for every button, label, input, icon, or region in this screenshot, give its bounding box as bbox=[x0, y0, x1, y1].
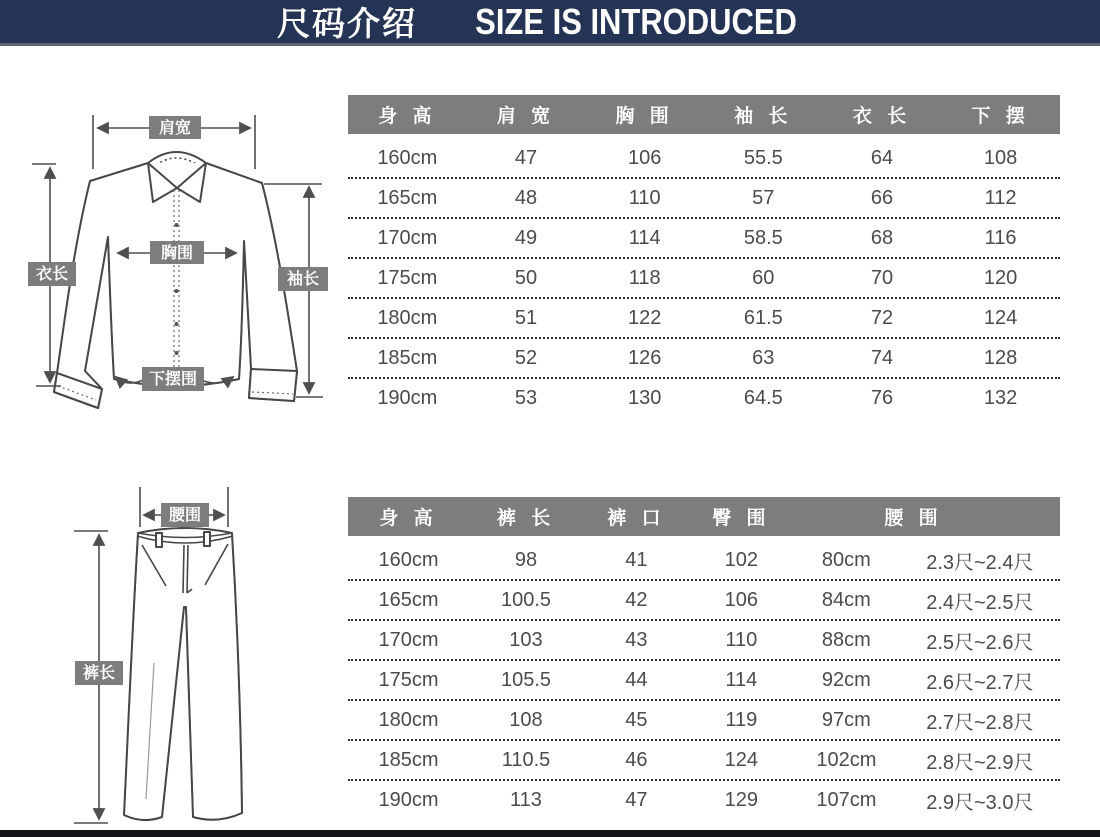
chest-label-text: 胸围 bbox=[160, 245, 194, 262]
bottom-divider-bar bbox=[0, 830, 1100, 837]
title-banner bbox=[0, 0, 1100, 46]
table-cell: 98 bbox=[514, 548, 538, 571]
header-hem: 下 摆 bbox=[971, 106, 1030, 127]
table-cell: 120 bbox=[983, 266, 1018, 289]
table-cell: 108 bbox=[983, 146, 1018, 169]
table-cell: 51 bbox=[514, 306, 538, 329]
header-leg-opening: 裤 口 bbox=[607, 508, 666, 529]
table-cell: 2.5尺~2.6尺 bbox=[926, 631, 1034, 654]
header-pants-length: 裤 长 bbox=[496, 508, 556, 529]
pants-measurement-diagram bbox=[58, 483, 258, 836]
table-cell: 2.3尺~2.4尺 bbox=[926, 551, 1034, 574]
table-cell: 52 bbox=[514, 346, 538, 369]
header-chest: 胸 围 bbox=[615, 106, 674, 127]
table-row bbox=[348, 781, 1060, 819]
table-cell: 110 bbox=[725, 628, 758, 651]
table-cell: 124 bbox=[983, 306, 1018, 329]
table-cell: 2.9尺~3.0尺 bbox=[926, 791, 1034, 814]
table-cell: 2.6尺~2.7尺 bbox=[926, 671, 1034, 694]
table-cell: 47 bbox=[625, 788, 648, 811]
table-row bbox=[348, 379, 1060, 417]
table-cell: 45 bbox=[625, 708, 648, 731]
table-row bbox=[348, 219, 1060, 259]
title-english: SIZE IS INTRODUCED bbox=[475, 0, 797, 42]
table-cell: 100.5 bbox=[500, 588, 552, 611]
table-cell: 42 bbox=[625, 588, 648, 611]
garment-length-label-text: 衣长 bbox=[35, 266, 69, 283]
title-chinese: 尺码介绍 bbox=[276, 5, 417, 42]
table-cell: 110 bbox=[628, 186, 661, 209]
table-cell: 106 bbox=[627, 146, 662, 169]
table-row bbox=[348, 139, 1060, 179]
pants-length-label-text: 裤长 bbox=[82, 665, 116, 682]
table-cell: 175cm bbox=[378, 668, 439, 691]
header-sleeve: 袖 长 bbox=[734, 106, 793, 127]
sleeve-length-label-text: 袖长 bbox=[286, 271, 320, 288]
table-cell: 160cm bbox=[377, 146, 438, 169]
table-row bbox=[348, 621, 1060, 661]
table-cell: 92cm bbox=[821, 668, 871, 691]
table-row bbox=[348, 741, 1060, 781]
hem-label-text: 下摆围 bbox=[148, 371, 198, 388]
table-cell: 84cm bbox=[821, 588, 871, 611]
table-cell: 108 bbox=[509, 708, 543, 731]
pants-diagram-drawing bbox=[58, 483, 258, 831]
table-cell: 190cm bbox=[377, 386, 438, 409]
table-row bbox=[348, 701, 1060, 741]
table-cell: 74 bbox=[870, 346, 894, 369]
table-cell: 63 bbox=[752, 346, 775, 369]
table-cell: 128 bbox=[983, 346, 1018, 369]
shirt-size-table bbox=[348, 95, 1060, 417]
table-cell: 165cm bbox=[378, 588, 439, 611]
table-cell: 66 bbox=[870, 186, 894, 209]
table-cell: 180cm bbox=[378, 708, 439, 731]
table-cell: 46 bbox=[625, 748, 648, 771]
table-cell: 55.5 bbox=[743, 146, 783, 169]
table-cell: 107cm bbox=[816, 788, 877, 811]
hem-label bbox=[142, 367, 204, 391]
waist-label-text: 腰围 bbox=[168, 507, 202, 524]
table-cell: 2.4尺~2.5尺 bbox=[926, 591, 1034, 614]
table-cell: 180cm bbox=[377, 306, 438, 329]
shoulder-width-label bbox=[149, 116, 201, 139]
table-cell: 49 bbox=[514, 226, 538, 249]
table-cell: 114 bbox=[725, 668, 758, 691]
table-cell: 122 bbox=[627, 306, 662, 329]
shirt-table-body bbox=[348, 134, 1060, 417]
table-cell: 119 bbox=[725, 708, 758, 731]
table-cell: 185cm bbox=[377, 346, 438, 369]
table-row bbox=[348, 299, 1060, 339]
pants-length-label bbox=[75, 661, 123, 685]
table-row bbox=[348, 259, 1060, 299]
table-cell: 76 bbox=[870, 386, 894, 409]
table-cell: 170cm bbox=[378, 628, 439, 651]
table-cell: 2.7尺~2.8尺 bbox=[926, 711, 1034, 734]
table-cell: 102 bbox=[724, 548, 759, 571]
table-cell: 165cm bbox=[377, 186, 438, 209]
table-cell: 50 bbox=[514, 266, 538, 289]
table-cell: 102cm bbox=[816, 748, 877, 771]
table-cell: 72 bbox=[870, 306, 894, 329]
table-cell: 47 bbox=[514, 146, 538, 169]
table-cell: 44 bbox=[625, 668, 648, 691]
table-cell: 116 bbox=[984, 226, 1017, 249]
table-row bbox=[348, 581, 1060, 621]
table-row bbox=[348, 541, 1060, 581]
table-cell: 57 bbox=[752, 186, 775, 209]
table-cell: 64 bbox=[870, 146, 894, 169]
pants-size-table bbox=[348, 497, 1060, 819]
shoulder-width-label-text: 肩宽 bbox=[158, 120, 192, 137]
table-cell: 61.5 bbox=[743, 306, 783, 329]
table-cell: 64.5 bbox=[743, 386, 783, 409]
table-cell: 41 bbox=[625, 548, 648, 571]
table-cell: 175cm bbox=[377, 266, 438, 289]
table-cell: 112 bbox=[984, 186, 1017, 209]
table-cell: 185cm bbox=[378, 748, 439, 771]
table-cell: 113 bbox=[510, 788, 542, 811]
table-cell: 60 bbox=[752, 266, 775, 289]
sleeve-length-label bbox=[278, 267, 328, 291]
table-cell: 130 bbox=[627, 386, 662, 409]
table-row bbox=[348, 179, 1060, 219]
table-cell: 97cm bbox=[821, 708, 871, 731]
pants-table-body bbox=[348, 536, 1060, 819]
table-cell: 106 bbox=[724, 588, 759, 611]
table-cell: 70 bbox=[870, 266, 894, 289]
table-cell: 124 bbox=[724, 748, 759, 771]
table-cell: 170cm bbox=[377, 226, 438, 249]
table-cell: 110.5 bbox=[501, 748, 551, 771]
table-cell: 126 bbox=[627, 346, 662, 369]
table-cell: 132 bbox=[983, 386, 1018, 409]
waist-label bbox=[161, 503, 209, 527]
table-cell: 114 bbox=[628, 226, 661, 249]
header-height: 身 高 bbox=[379, 508, 438, 529]
table-cell: 53 bbox=[514, 386, 538, 409]
table-cell: 2.8尺~2.9尺 bbox=[926, 751, 1034, 774]
table-cell: 68 bbox=[870, 226, 894, 249]
table-cell: 48 bbox=[514, 186, 538, 209]
chest-label bbox=[150, 241, 204, 264]
pants-table-header bbox=[348, 497, 1060, 536]
table-cell: 129 bbox=[724, 788, 759, 811]
header-shoulder: 肩 宽 bbox=[496, 106, 556, 127]
shirt-measurement-diagram bbox=[28, 95, 346, 422]
table-row bbox=[348, 339, 1060, 379]
shirt-table-header bbox=[348, 95, 1060, 134]
table-cell: 58.5 bbox=[743, 226, 783, 249]
table-cell: 88cm bbox=[821, 628, 871, 651]
header-waist: 腰 围 bbox=[884, 508, 943, 529]
garment-length-label bbox=[28, 262, 76, 286]
header-height: 身 高 bbox=[378, 106, 437, 127]
table-row bbox=[348, 661, 1060, 701]
table-cell: 160cm bbox=[378, 548, 439, 571]
table-cell: 105.5 bbox=[500, 668, 552, 691]
table-cell: 103 bbox=[509, 628, 543, 651]
header-hip: 臀 围 bbox=[712, 508, 771, 529]
shirt-diagram-drawing bbox=[28, 95, 346, 417]
header-length: 衣 长 bbox=[852, 106, 912, 127]
table-cell: 43 bbox=[625, 628, 648, 651]
table-cell: 118 bbox=[628, 266, 661, 289]
table-cell: 80cm bbox=[821, 548, 871, 571]
table-cell: 190cm bbox=[378, 788, 439, 811]
